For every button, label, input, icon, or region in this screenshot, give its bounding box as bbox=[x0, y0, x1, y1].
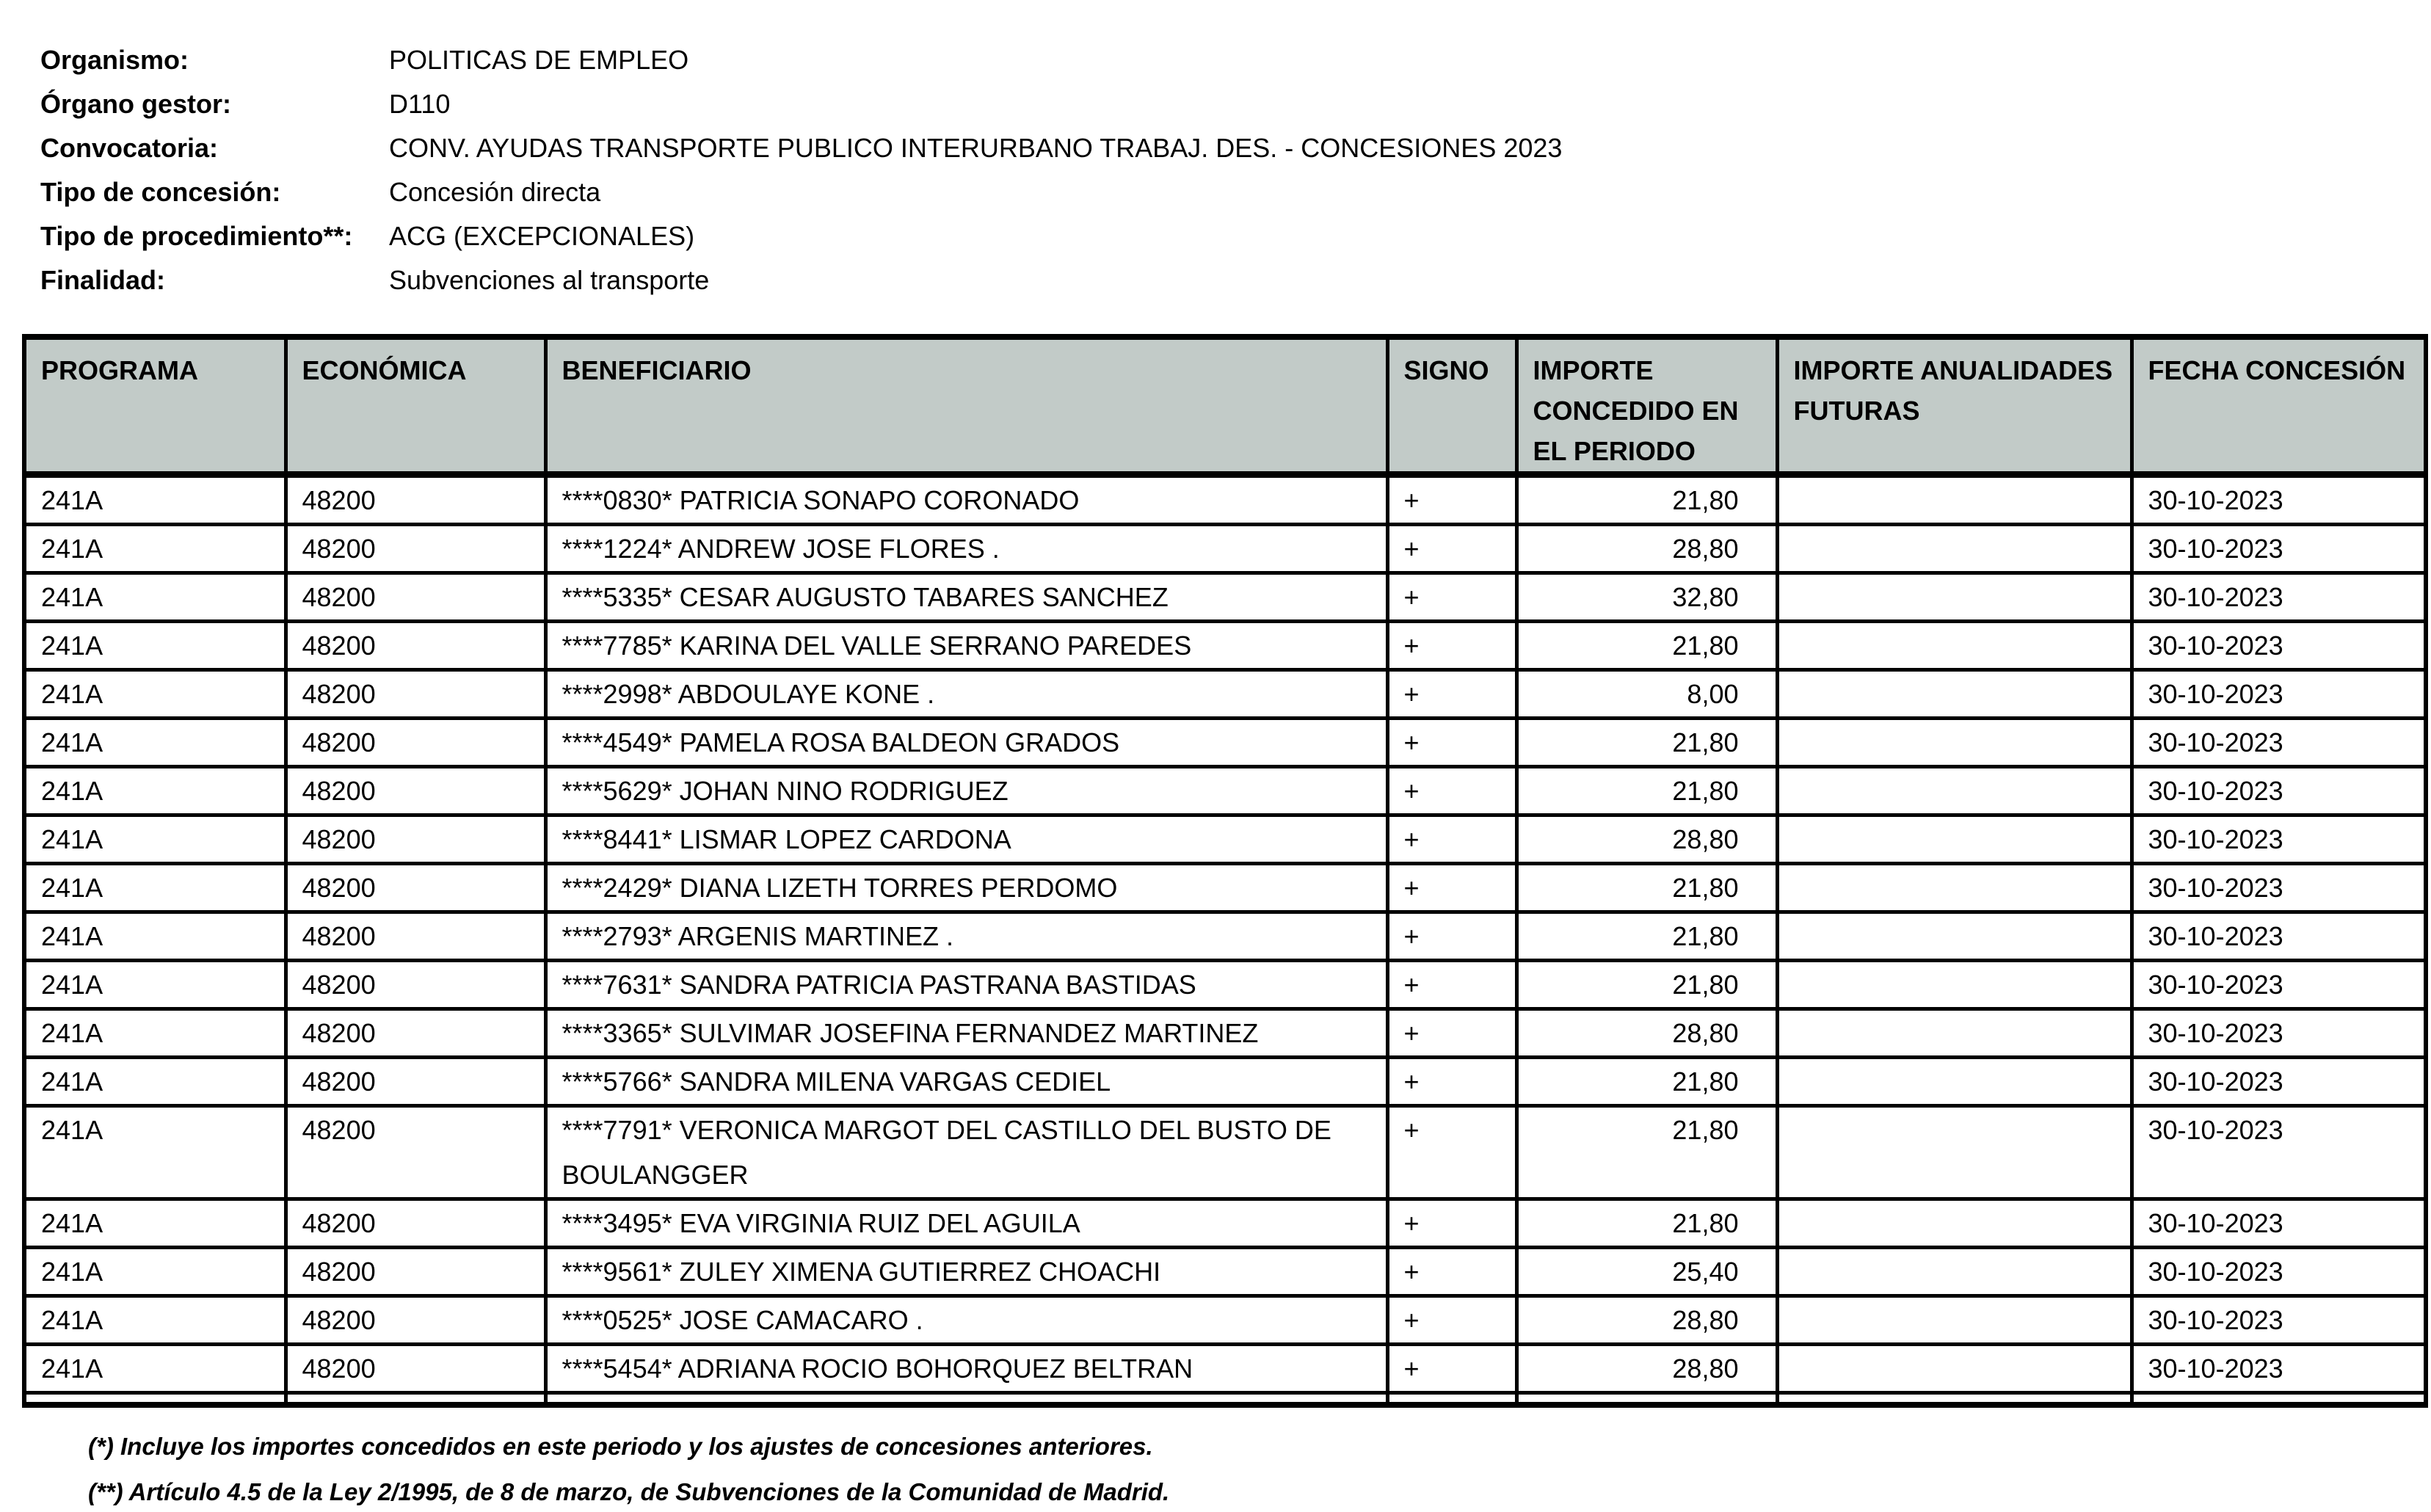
table-row bbox=[24, 1199, 2426, 1248]
table-row bbox=[24, 525, 2426, 573]
cell-signo: + bbox=[1387, 1345, 1516, 1393]
cell-fecha: 30-10-2023 bbox=[2132, 1345, 2426, 1393]
cell-economica: 48200 bbox=[286, 864, 545, 912]
cell-programa: 241A bbox=[24, 1345, 286, 1393]
cell-fecha: 30-10-2023 bbox=[2132, 1199, 2426, 1248]
cell-economica: 48200 bbox=[286, 912, 545, 961]
cell-fecha: 30-10-2023 bbox=[2132, 961, 2426, 1009]
table-row bbox=[24, 475, 2426, 525]
cell-importe-anualidades bbox=[1777, 1296, 2132, 1345]
cell-fecha: 30-10-2023 bbox=[2132, 1009, 2426, 1058]
cell-importe-periodo: 25,40 bbox=[1516, 1248, 1777, 1296]
cell-economica: 48200 bbox=[286, 1009, 545, 1058]
cell-economica: 48200 bbox=[286, 1058, 545, 1106]
spacer-cell bbox=[2132, 1393, 2426, 1406]
table-row bbox=[24, 573, 2426, 622]
cell-fecha: 30-10-2023 bbox=[2132, 864, 2426, 912]
cell-economica: 48200 bbox=[286, 475, 545, 525]
cell-importe-periodo: 21,80 bbox=[1516, 767, 1777, 815]
cell-fecha: 30-10-2023 bbox=[2132, 1248, 2426, 1296]
footnotes-block bbox=[88, 1424, 1169, 1512]
cell-signo: + bbox=[1387, 573, 1516, 622]
info-value-convocatoria: CONV. AYUDAS TRANSPORTE PUBLICO INTERURBANO TRABAJ. DES. - CONCESIONES 2023 bbox=[389, 133, 1563, 163]
footnote-asterisk: (*) Incluye los importes concedidos en este periodo y los ajustes de concesiones anteriores. bbox=[88, 1433, 1153, 1460]
cell-importe-anualidades bbox=[1777, 1009, 2132, 1058]
cell-economica: 48200 bbox=[286, 719, 545, 767]
cell-programa: 241A bbox=[24, 1296, 286, 1345]
cell-signo: + bbox=[1387, 1058, 1516, 1106]
cell-economica: 48200 bbox=[286, 1248, 545, 1296]
spacer-cell bbox=[24, 1393, 286, 1406]
cell-importe-periodo: 21,80 bbox=[1516, 1058, 1777, 1106]
spacer-cell bbox=[286, 1393, 545, 1406]
info-row-organo-gestor bbox=[40, 82, 1562, 126]
cell-economica: 48200 bbox=[286, 1345, 545, 1393]
cell-programa: 241A bbox=[24, 961, 286, 1009]
cell-importe-anualidades bbox=[1777, 622, 2132, 670]
cell-economica: 48200 bbox=[286, 815, 545, 864]
cell-beneficiario: ****2793* ARGENIS MARTINEZ . bbox=[545, 912, 1387, 961]
cell-beneficiario: ****9561* ZULEY XIMENA GUTIERREZ CHOACHI bbox=[545, 1248, 1387, 1296]
cell-economica: 48200 bbox=[286, 767, 545, 815]
cell-importe-periodo: 28,80 bbox=[1516, 1296, 1777, 1345]
cell-importe-anualidades bbox=[1777, 1106, 2132, 1199]
cell-signo: + bbox=[1387, 961, 1516, 1009]
cell-fecha: 30-10-2023 bbox=[2132, 767, 2426, 815]
info-value-tipo-concesion: Concesión directa bbox=[389, 177, 601, 207]
cell-programa: 241A bbox=[24, 864, 286, 912]
info-label-organo-gestor: Órgano gestor: bbox=[40, 89, 232, 119]
cell-signo: + bbox=[1387, 864, 1516, 912]
cell-signo: + bbox=[1387, 912, 1516, 961]
cell-beneficiario: ****7785* KARINA DEL VALLE SERRANO PAREDES bbox=[545, 622, 1387, 670]
cell-signo: + bbox=[1387, 1296, 1516, 1345]
table-row bbox=[24, 719, 2426, 767]
cell-importe-anualidades bbox=[1777, 1345, 2132, 1393]
cell-fecha: 30-10-2023 bbox=[2132, 815, 2426, 864]
cell-programa: 241A bbox=[24, 719, 286, 767]
spacer-cell bbox=[1516, 1393, 1777, 1406]
table-row bbox=[24, 622, 2426, 670]
cell-importe-periodo: 28,80 bbox=[1516, 1345, 1777, 1393]
cell-programa: 241A bbox=[24, 475, 286, 525]
cell-programa: 241A bbox=[24, 670, 286, 719]
cell-importe-anualidades bbox=[1777, 767, 2132, 815]
cell-importe-periodo: 28,80 bbox=[1516, 1009, 1777, 1058]
cell-beneficiario: ****0830* PATRICIA SONAPO CORONADO bbox=[545, 475, 1387, 525]
info-label-convocatoria: Convocatoria: bbox=[40, 133, 219, 163]
column-header-economica: ECONÓMICA bbox=[286, 337, 545, 475]
info-row-finalidad bbox=[40, 258, 1562, 302]
grants-table-header bbox=[24, 337, 2426, 475]
cell-importe-periodo: 21,80 bbox=[1516, 912, 1777, 961]
cell-beneficiario: ****7791* VERONICA MARGOT DEL CASTILLO DEL BUSTO DE BOULANGGER bbox=[545, 1106, 1387, 1199]
info-row-organismo bbox=[40, 38, 1562, 82]
document-info-block bbox=[40, 38, 1562, 302]
cell-programa: 241A bbox=[24, 1199, 286, 1248]
info-value-tipo-procedimiento: ACG (EXCEPCIONALES) bbox=[389, 221, 695, 251]
cell-signo: + bbox=[1387, 670, 1516, 719]
info-row-convocatoria bbox=[40, 126, 1562, 170]
table-row bbox=[24, 1058, 2426, 1106]
spacer-cell bbox=[545, 1393, 1387, 1406]
cell-beneficiario: ****5454* ADRIANA ROCIO BOHORQUEZ BELTRAN bbox=[545, 1345, 1387, 1393]
grants-table bbox=[22, 334, 2428, 1408]
column-header-fecha-concesion: FECHA CONCESIÓN bbox=[2132, 337, 2426, 475]
cell-economica: 48200 bbox=[286, 573, 545, 622]
table-row bbox=[24, 961, 2426, 1009]
cell-fecha: 30-10-2023 bbox=[2132, 1106, 2426, 1199]
cell-fecha: 30-10-2023 bbox=[2132, 1058, 2426, 1106]
cell-beneficiario: ****3365* SULVIMAR JOSEFINA FERNANDEZ MARTINEZ bbox=[545, 1009, 1387, 1058]
cell-beneficiario: ****5766* SANDRA MILENA VARGAS CEDIEL bbox=[545, 1058, 1387, 1106]
cell-fecha: 30-10-2023 bbox=[2132, 1296, 2426, 1345]
info-label-organismo: Organismo: bbox=[40, 45, 189, 75]
cell-economica: 48200 bbox=[286, 1296, 545, 1345]
cell-beneficiario: ****2429* DIANA LIZETH TORRES PERDOMO bbox=[545, 864, 1387, 912]
cell-signo: + bbox=[1387, 622, 1516, 670]
cell-signo: + bbox=[1387, 719, 1516, 767]
cell-importe-anualidades bbox=[1777, 912, 2132, 961]
cell-fecha: 30-10-2023 bbox=[2132, 912, 2426, 961]
info-value-finalidad: Subvenciones al transporte bbox=[389, 265, 710, 295]
cell-signo: + bbox=[1387, 767, 1516, 815]
cell-economica: 48200 bbox=[286, 525, 545, 573]
spacer-cell bbox=[1387, 1393, 1516, 1406]
grants-table-body bbox=[24, 475, 2426, 1406]
cell-programa: 241A bbox=[24, 622, 286, 670]
table-row bbox=[24, 1296, 2426, 1345]
cell-importe-anualidades bbox=[1777, 573, 2132, 622]
cell-importe-periodo: 21,80 bbox=[1516, 961, 1777, 1009]
table-row bbox=[24, 1009, 2426, 1058]
spacer-cell bbox=[1777, 1393, 2132, 1406]
cell-economica: 48200 bbox=[286, 961, 545, 1009]
cell-beneficiario: ****1224* ANDREW JOSE FLORES . bbox=[545, 525, 1387, 573]
cell-economica: 48200 bbox=[286, 1106, 545, 1199]
cell-programa: 241A bbox=[24, 815, 286, 864]
cell-fecha: 30-10-2023 bbox=[2132, 622, 2426, 670]
cell-programa: 241A bbox=[24, 912, 286, 961]
cell-economica: 48200 bbox=[286, 670, 545, 719]
cell-economica: 48200 bbox=[286, 1199, 545, 1248]
cell-importe-periodo: 8,00 bbox=[1516, 670, 1777, 719]
cell-signo: + bbox=[1387, 525, 1516, 573]
info-value-organo-gestor: D110 bbox=[389, 89, 451, 119]
cell-signo: + bbox=[1387, 815, 1516, 864]
cell-programa: 241A bbox=[24, 1009, 286, 1058]
cell-signo: + bbox=[1387, 1009, 1516, 1058]
cell-importe-anualidades bbox=[1777, 1248, 2132, 1296]
cell-fecha: 30-10-2023 bbox=[2132, 573, 2426, 622]
cell-programa: 241A bbox=[24, 1248, 286, 1296]
cell-importe-periodo: 28,80 bbox=[1516, 525, 1777, 573]
cell-importe-periodo: 21,80 bbox=[1516, 719, 1777, 767]
cell-importe-anualidades bbox=[1777, 1199, 2132, 1248]
cell-beneficiario: ****8441* LISMAR LOPEZ CARDONA bbox=[545, 815, 1387, 864]
cell-beneficiario: ****0525* JOSE CAMACARO . bbox=[545, 1296, 1387, 1345]
table-row bbox=[24, 815, 2426, 864]
cell-programa: 241A bbox=[24, 573, 286, 622]
cell-beneficiario: ****5629* JOHAN NINO RODRIGUEZ bbox=[545, 767, 1387, 815]
column-header-programa: PROGRAMA bbox=[24, 337, 286, 475]
cell-signo: + bbox=[1387, 1248, 1516, 1296]
cell-economica: 48200 bbox=[286, 622, 545, 670]
table-row bbox=[24, 1345, 2426, 1393]
cell-importe-anualidades bbox=[1777, 670, 2132, 719]
cell-importe-anualidades bbox=[1777, 719, 2132, 767]
cell-beneficiario: ****5335* CESAR AUGUSTO TABARES SANCHEZ bbox=[545, 573, 1387, 622]
cell-beneficiario: ****3495* EVA VIRGINIA RUIZ DEL AGUILA bbox=[545, 1199, 1387, 1248]
cell-importe-periodo: 28,80 bbox=[1516, 815, 1777, 864]
cell-importe-anualidades bbox=[1777, 475, 2132, 525]
info-label-tipo-concesion: Tipo de concesión: bbox=[40, 177, 281, 207]
column-header-beneficiario: BENEFICIARIO bbox=[545, 337, 1387, 475]
cell-importe-periodo: 21,80 bbox=[1516, 1199, 1777, 1248]
info-value-organismo: POLITICAS DE EMPLEO bbox=[389, 45, 689, 75]
column-header-importe-anualidades: IMPORTE ANUALIDADES FUTURAS bbox=[1777, 337, 2132, 475]
cell-importe-periodo: 32,80 bbox=[1516, 573, 1777, 622]
cell-importe-periodo: 21,80 bbox=[1516, 622, 1777, 670]
cell-fecha: 30-10-2023 bbox=[2132, 525, 2426, 573]
info-label-finalidad: Finalidad: bbox=[40, 265, 165, 295]
footnote-double-asterisk: (**) Artículo 4.5 de la Ley 2/1995, de 8 de marzo, de Subvenciones de la Comunidad de Madrid. bbox=[88, 1478, 1170, 1505]
table-row bbox=[24, 1248, 2426, 1296]
cell-importe-anualidades bbox=[1777, 525, 2132, 573]
info-row-tipo-procedimiento bbox=[40, 214, 1562, 258]
column-header-importe-periodo: IMPORTE CONCEDIDO EN EL PERIODO bbox=[1516, 337, 1777, 475]
table-row bbox=[24, 864, 2426, 912]
cell-programa: 241A bbox=[24, 767, 286, 815]
cell-programa: 241A bbox=[24, 1058, 286, 1106]
cell-importe-anualidades bbox=[1777, 961, 2132, 1009]
header-row bbox=[24, 337, 2426, 475]
cell-signo: + bbox=[1387, 475, 1516, 525]
table-row bbox=[24, 912, 2426, 961]
info-label-tipo-procedimiento: Tipo de procedimiento**: bbox=[40, 221, 353, 251]
table-row bbox=[24, 1106, 2426, 1199]
cell-beneficiario: ****7631* SANDRA PATRICIA PASTRANA BASTIDAS bbox=[545, 961, 1387, 1009]
cell-beneficiario: ****2998* ABDOULAYE KONE . bbox=[545, 670, 1387, 719]
cell-fecha: 30-10-2023 bbox=[2132, 475, 2426, 525]
column-header-signo: SIGNO bbox=[1387, 337, 1516, 475]
cell-programa: 241A bbox=[24, 1106, 286, 1199]
cell-beneficiario: ****4549* PAMELA ROSA BALDEON GRADOS bbox=[545, 719, 1387, 767]
cell-importe-periodo: 21,80 bbox=[1516, 475, 1777, 525]
cell-importe-periodo: 21,80 bbox=[1516, 1106, 1777, 1199]
cell-importe-anualidades bbox=[1777, 815, 2132, 864]
table-row bbox=[24, 670, 2426, 719]
cell-signo: + bbox=[1387, 1106, 1516, 1199]
cell-importe-periodo: 21,80 bbox=[1516, 864, 1777, 912]
cell-importe-anualidades bbox=[1777, 864, 2132, 912]
table-row bbox=[24, 767, 2426, 815]
cell-signo: + bbox=[1387, 1199, 1516, 1248]
cell-fecha: 30-10-2023 bbox=[2132, 670, 2426, 719]
cell-fecha: 30-10-2023 bbox=[2132, 719, 2426, 767]
table-spacer-row bbox=[24, 1393, 2426, 1406]
cell-importe-anualidades bbox=[1777, 1058, 2132, 1106]
info-row-tipo-concesion bbox=[40, 170, 1562, 214]
cell-programa: 241A bbox=[24, 525, 286, 573]
